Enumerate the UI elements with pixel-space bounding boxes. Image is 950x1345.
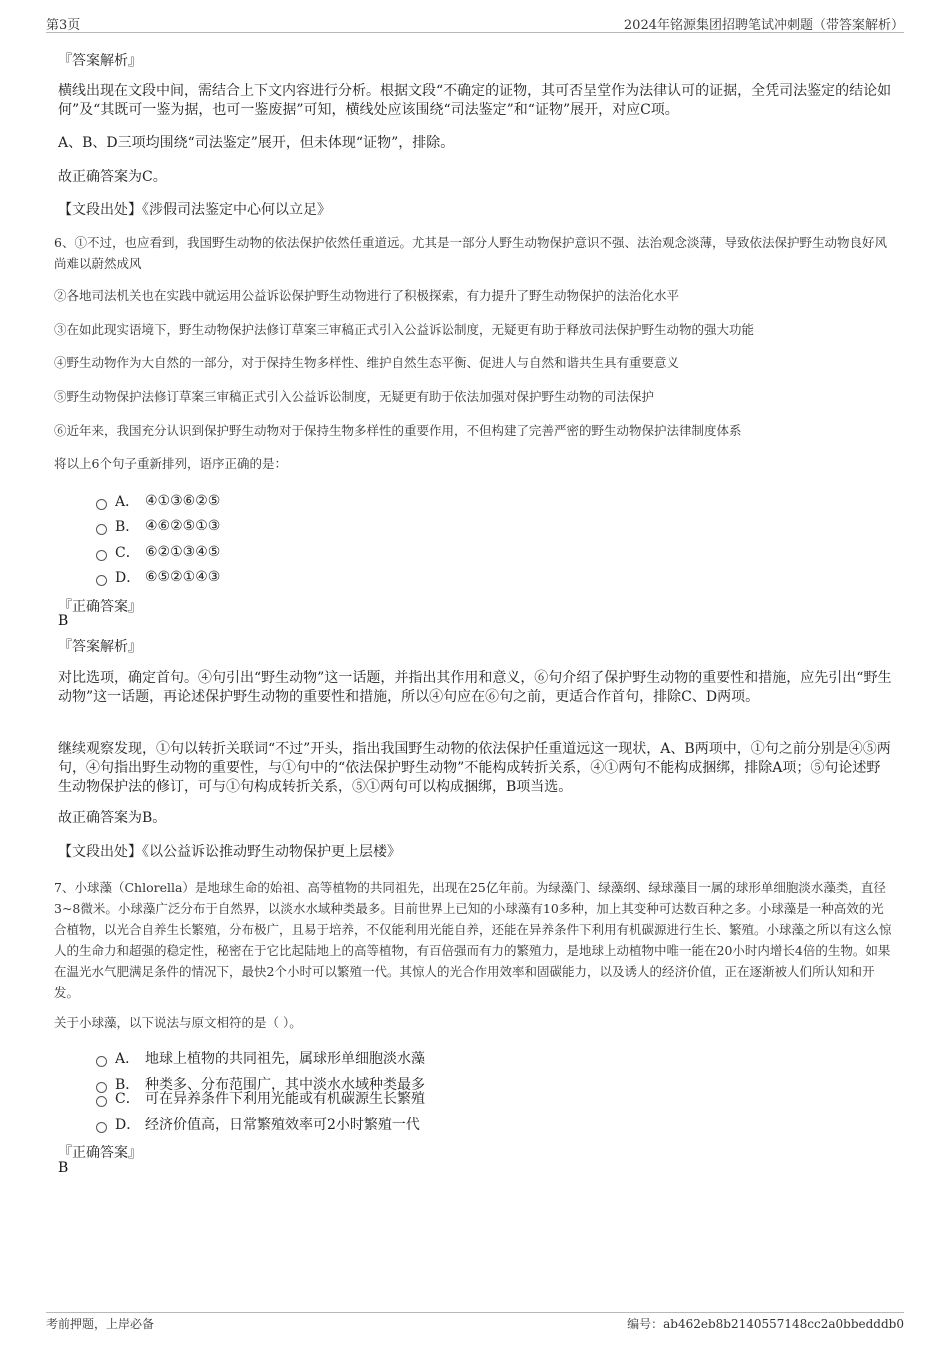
radio-icon[interactable] (96, 499, 107, 510)
q6-option-c[interactable]: C． ⑥②①③④⑤ (96, 542, 220, 562)
radio-icon[interactable] (96, 550, 107, 561)
page-header (46, 12, 904, 33)
q6-analysis-p2: 继续观察发现，①句以转折关联词“不过”开头，指出我国野生动物的依法保护任重道远这一现状，A、B两项中，①句之前分别是④⑤两句，④句指出野生动物的重要性，与①句中的“依法保护野生动物”不能构成转折关系，④①两句不能构成捆绑，排除A项；⑤句论述野生动物保护法的修订，可与①句构成转折关系，⑤①两句可以构成捆绑，B项当选。 (58, 741, 891, 795)
q7-option-c[interactable]: C． 可在异养条件下利用光能或有机碳源生长繁殖 (96, 1088, 425, 1108)
q7-option-b[interactable]: B． 种类多、分布范围广，其中淡水水域种类最多 (96, 1074, 425, 1094)
radio-icon[interactable] (96, 1096, 107, 1107)
q6-sentence-5: ⑤野生动物保护法修订草案三审稿正式引入公益诉讼制度，无疑更有助于依法加强对保护野生动物的司法保护 (54, 389, 655, 404)
q6-analysis-p1: 对比选项，确定首句。④句引出“野生动物”这一话题，并指出其作用和意义，⑥句介绍了保护野生动物的重要性和措施，应先引出“野生动物”这一话题，再论述保护野生动物的重要性和措施，所以④句应在⑥句之前，更适合作首句，排除C、D两项。 (58, 670, 892, 705)
q7-correct-answer: B (58, 1160, 69, 1176)
radio-icon[interactable] (96, 1122, 107, 1133)
q7-option-d[interactable]: D． 经济价值高，日常繁殖效率可2小时繁殖一代 (96, 1114, 420, 1134)
q5-source: 【文段出处】《涉假司法鉴定中心何以立足》 (58, 202, 331, 218)
q6-prompt: 将以上6个句子重新排列，语序正确的是： (54, 456, 287, 471)
q6-option-d[interactable]: D． ⑥⑤②①④③ (96, 567, 220, 587)
q6-option-b[interactable]: B． ④⑥②⑤①③ (96, 516, 220, 536)
footer-slogan: 考前押题，上岸必备 (46, 1317, 155, 1331)
document-id: 编号：ab462eb8b2140557148cc2a0bbedddb0 (627, 1317, 904, 1331)
radio-icon[interactable] (96, 575, 107, 586)
q7-prompt: 关于小球藻，以下说法与原文相符的是（ ）。 (54, 1015, 302, 1030)
q6-analysis-label: 『答案解析』 (58, 639, 142, 655)
radio-icon[interactable] (96, 1056, 107, 1067)
q6-source: 【文段出处】《以公益诉讼推动野生动物保护更上层楼》 (58, 844, 401, 860)
q5-analysis-p3: 故正确答案为C。 (58, 169, 167, 185)
document-title: 2024年铭源集团招聘笔试冲刺题（带答案解析） (623, 18, 904, 33)
q6-sentence-4: ④野生动物作为大自然的一部分，对于保持生物多样性、维护自然生态平衡、促进人与自然和谐共生具有重要意义 (54, 355, 680, 370)
page-footer (46, 1312, 904, 1331)
radio-icon[interactable] (96, 524, 107, 535)
page-number: 第3页 (46, 18, 81, 33)
q6-correct-label: 『正确答案』 (58, 599, 142, 615)
q6-analysis-p3: 故正确答案为B。 (58, 810, 167, 826)
q6-correct-answer: B (58, 613, 69, 629)
q6-sentence-6: ⑥近年来，我国充分认识到保护野生动物对于保持生物多样性的重要作用，不但构建了完善严密的野生动物保护法律制度体系 (54, 423, 742, 438)
q7-option-a[interactable]: A． 地球上植物的共同祖先，属球形单细胞淡水藻 (96, 1048, 425, 1068)
q6-sentence-3: ③在如此现实语境下，野生动物保护法修订草案三审稿正式引入公益诉讼制度，无疑更有助于释放司法保护野生动物的强大功能 (54, 322, 755, 337)
q5-analysis-label: 『答案解析』 (58, 53, 142, 69)
q7-correct-label: 『正确答案』 (58, 1145, 142, 1161)
q5-analysis-p2: A、B、D三项均围绕“司法鉴定”展开，但未体现“证物”，排除。 (58, 135, 455, 151)
q5-analysis-p1: 横线出现在文段中间，需结合上下文内容进行分析。根据文段“不确定的证物，其可否呈堂作为法律认可的证据，全凭司法鉴定的结论如何”及“其既可一鉴为据，也可一鉴废据”可知，横线处应该围绕“司法鉴定”和“证物”展开，对应C项。 (58, 83, 892, 118)
q6-sentence-2: ②各地司法机关也在实践中就运用公益诉讼保护野生动物进行了积极探索，有力提升了野生动物保护的法治化水平 (54, 288, 680, 303)
q6-sentence-1: 6、①不过，也应看到，我国野生动物的依法保护依然任重道远。尤其是一部分人野生动物保护意识不强、法治观念淡薄，导致依法保护野生动物良好风尚难以蔚然成风 (54, 235, 887, 271)
q6-option-a[interactable]: A． ④①③⑥②⑤ (96, 491, 220, 511)
q7-passage: 7、小球藻（Chlorella）是地球生命的始祖、高等植物的共同祖先，出现在25亿年前。为绿藻门、绿藻纲、绿球藻目一属的球形单细胞淡水藻类，直径3~8微米。小球藻广泛分布于自然界，以淡水水域种类最多。目前世界上已知的小球藻有10多种，加上其变种可达数百种之多。小球藻是一种高效的光合植物，以光合自养生长繁殖，分布极广，且易于培养，不仅能利用光能自养，还能在异养条件下利用有机碳源进行生长、繁殖。小球藻之所以有这么惊人的生命力和超强的稳定性，秘密在于它比起陆地上的高等植物，有百倍强而有力的繁殖力，是地球上动植物中唯一能在20小时内增长4倍的生物。如果在温光水气肥满足条件的情况下，最快2个小时可以繁殖一代。其惊人的光合作用效率和固碳能力，以及诱人的经济价值，正在逐渐被人们所认知和开发。 (54, 880, 892, 1000)
